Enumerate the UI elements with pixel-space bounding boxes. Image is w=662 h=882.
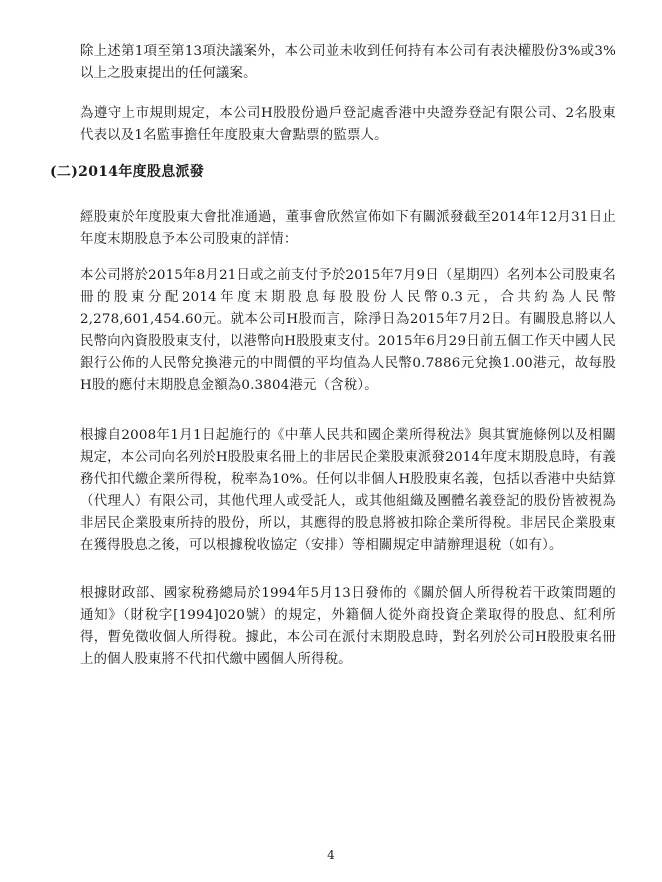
paragraph-no-other-proposals: 除上述第1項至第13項決議案外，本公司並未收到任何持有本公司有表決權股份3%或3%以上之股東提出的任何議案。: [80, 44, 616, 81]
section-heading-dividend: (二)2014年度股息派發: [50, 164, 205, 180]
page-number: 4: [327, 848, 335, 862]
paragraph-dividend-payment: 本公司將於2015年8月21日或之前支付予於2015年7月9日（星期四）名列本公司股東名冊的股東分配2014年度末期股息每股股份人民幣0.3元，合共約為人民幣2,278,601,454.60元。就本公司H股而言，除淨日為2015年7月2日。有關股息將以人民幣向內資股股東支付，以港幣向H股股東支付。2015年6月29日前五個工作天中國人民銀行公佈的人民幣兌換港元的中間價的平均值為人民幣0.7886元兌換1.00港元，故每股H股的應付末期股息金額為0.3804港元（含稅）。: [80, 268, 616, 393]
paragraph-scrutineers: 為遵守上市規則規定，本公司H股股份過戶登記處香港中央證券登記有限公司、2名股東代表以及1名監事擔任年度股東大會點票的監票人。: [80, 106, 616, 143]
paragraph-individual-income-tax: 根據財政部、國家稅務總局於1994年5月13日發佈的《關於個人所得稅若干政策問題的通知》（財稅字[1994]020號）的規定，外籍個人從外商投資企業取得的股息、紅利所得，暫免徵收個人所得稅。據此，本公司在派付末期股息時，對名列於公司H股股東名冊上的個人股東將不代扣代繳中國個人所得稅。: [80, 586, 616, 667]
paragraph-enterprise-income-tax: 根據自2008年1月1日起施行的《中華人民共和國企業所得稅法》與其實施條例以及相關規定，本公司向名列於H股股東名冊上的非居民企業股東派發2014年度末期股息時，有義務代扣代繳企業所得稅，稅率為10%。任何以非個人H股股東名義，包括以香港中央結算（代理人）有限公司，其他代理人或受託人，或其他組織及團體名義登記的股份皆被視為非居民企業股東所持的股份，所以，其應得的股息將被扣除企業所得稅。非居民企業股東在獲得股息之後，可以根據稅收協定（安排）等相關規定申請辦理退稅（如有）。: [80, 428, 617, 553]
paragraph-dividend-intro: 經股東於年度股東大會批准通過，董事會欣然宣佈如下有關派發截至2014年12月31日止年度末期股息予本公司股東的詳情：: [80, 210, 616, 247]
